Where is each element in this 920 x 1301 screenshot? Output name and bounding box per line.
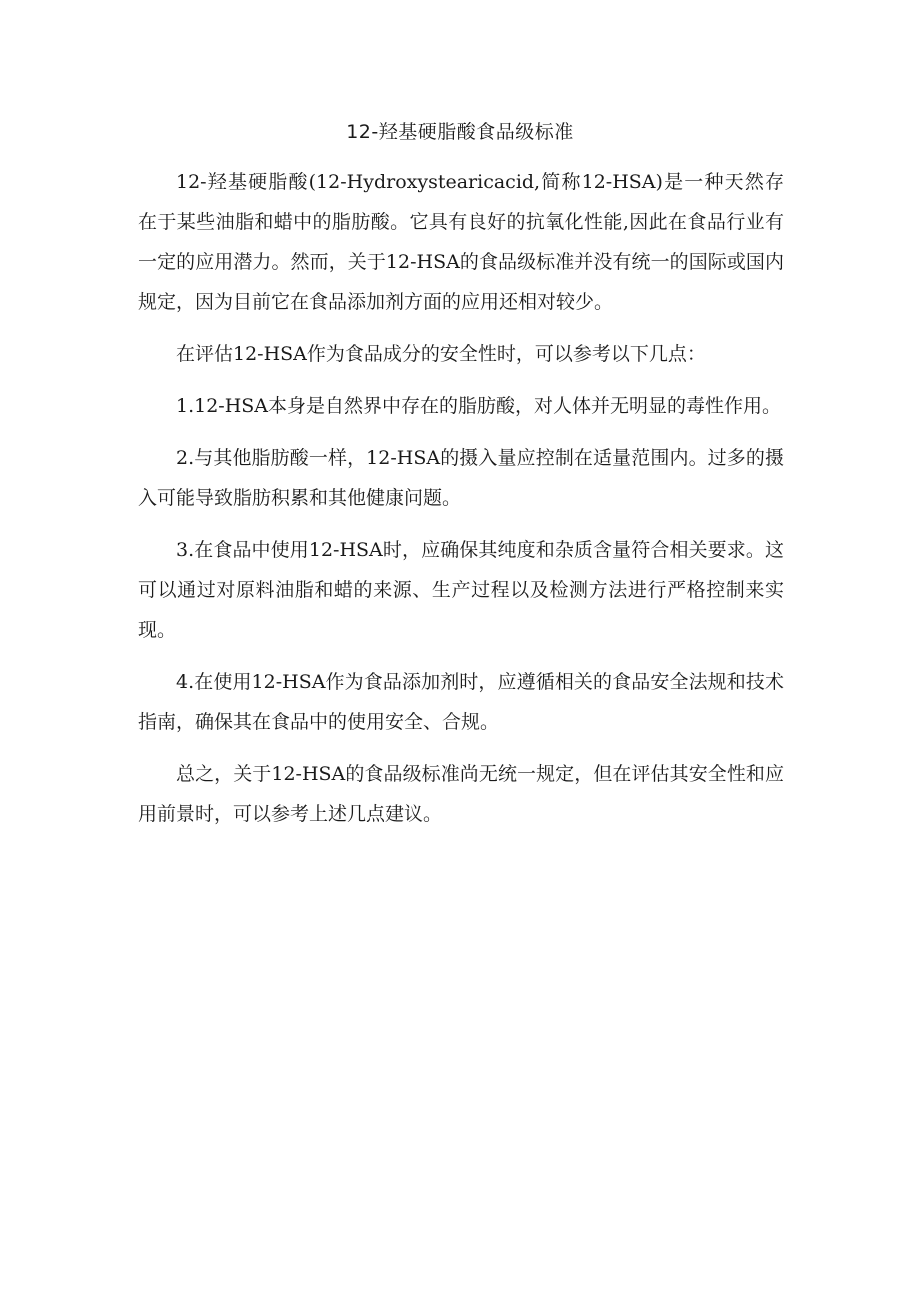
paragraph-point-2: 2.与其他脂肪酸一样，12-HSA的摄入量应控制在适量范围内。过多的摄入可能导致脂肪积累和其他健康问题。 xyxy=(138,447,784,509)
document-body xyxy=(138,162,784,846)
paragraph-conclusion: 总之，关于12-HSA的食品级标准尚无统一规定，但在评估其安全性和应用前景时，可以参考上述几点建议。 xyxy=(138,763,784,825)
paragraph-lead-in: 在评估12-HSA作为食品成分的安全性时，可以参考以下几点： xyxy=(176,343,706,365)
paragraph-point-4: 4.在使用12-HSA作为食品添加剂时，应遵循相关的食品安全法规和技术指南，确保其在食品中的使用安全、合规。 xyxy=(138,671,784,733)
document-title: 12-羟基硬脂酸食品级标准 xyxy=(346,121,574,143)
paragraph-intro: 12-羟基硬脂酸(12-Hydroxystearicacid,简称12-HSA)是一种天然存在于某些油脂和蜡中的脂肪酸。它具有良好的抗氧化性能,因此在食品行业有一定的应用潜力。然而，关于12-HSA的食品级标准并没有统一的国际或国内规定，因为目前它在食品添加剂方面的应用还相对较少。 xyxy=(138,171,784,313)
paragraph-point-1: 1.12-HSA本身是自然界中存在的脂肪酸，对人体并无明显的毒性作用。 xyxy=(176,395,782,417)
paragraph-point-3: 3.在食品中使用12-HSA时，应确保其纯度和杂质含量符合相关要求。这可以通过对原料油脂和蜡的来源、生产过程以及检测方法进行严格控制来实现。 xyxy=(138,539,784,641)
